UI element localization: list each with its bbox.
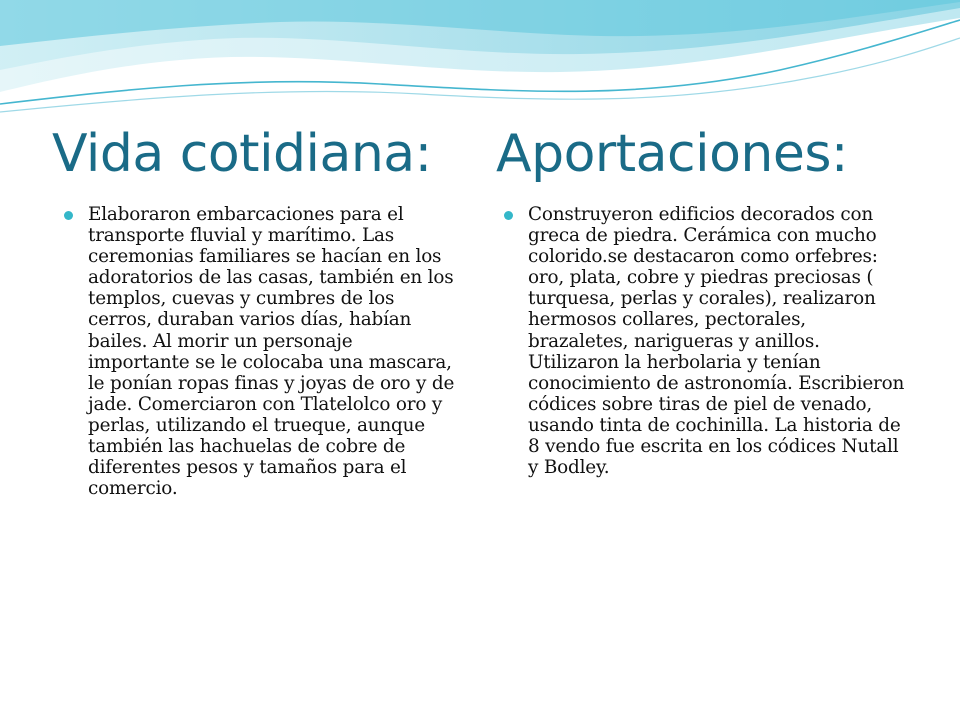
- aportaciones-text: Construyeron edificios decorados con greca de piedra. Cerámica con mucho colorido.se destacaron como orfebres: oro, plata, cobre y piedras preciosas ( turquesa, perlas y corales), realizaron hermosos collares, pectorales, brazaletes, narigueras y anillos. Utilizaron la herbolaria y tenían conocimiento de astronomía. Escribieron códices sobre tiras de piel de venado, usando tinta de cochinilla. La historia de 8 vendo fue escrita en los códices Nutall y Bodley.: [528, 204, 905, 479]
- vida-cotidiana-bullet: [64, 204, 456, 499]
- bullet-dot-icon: [64, 211, 73, 220]
- bullet-dot-icon: [504, 211, 513, 220]
- title-aportaciones: Aportaciones:: [496, 124, 848, 184]
- title-vida-cotidiana: Vida cotidiana:: [52, 124, 432, 184]
- decorative-wave-header: [0, 0, 960, 130]
- aportaciones-list: [504, 204, 906, 478]
- vida-cotidiana-list: [64, 204, 456, 499]
- aportaciones-bullet: [504, 204, 906, 478]
- vida-cotidiana-text: Elaboraron embarcaciones para el transporte fluvial y marítimo. Las ceremonias familiares se hacían en los adoratorios de las casas, también en los templos, cuevas y cumbres de los cerros, duraban varios días, habían bailes. Al morir un personaje importante se le colocaba una mascara, le ponían ropas finas y joyas de oro y de jade. Comerciaron con Tlatelolco oro y perlas, utilizando el trueque, aunque también las hachuelas de cobre de diferentes pesos y tamaños para el comercio.: [88, 204, 455, 500]
